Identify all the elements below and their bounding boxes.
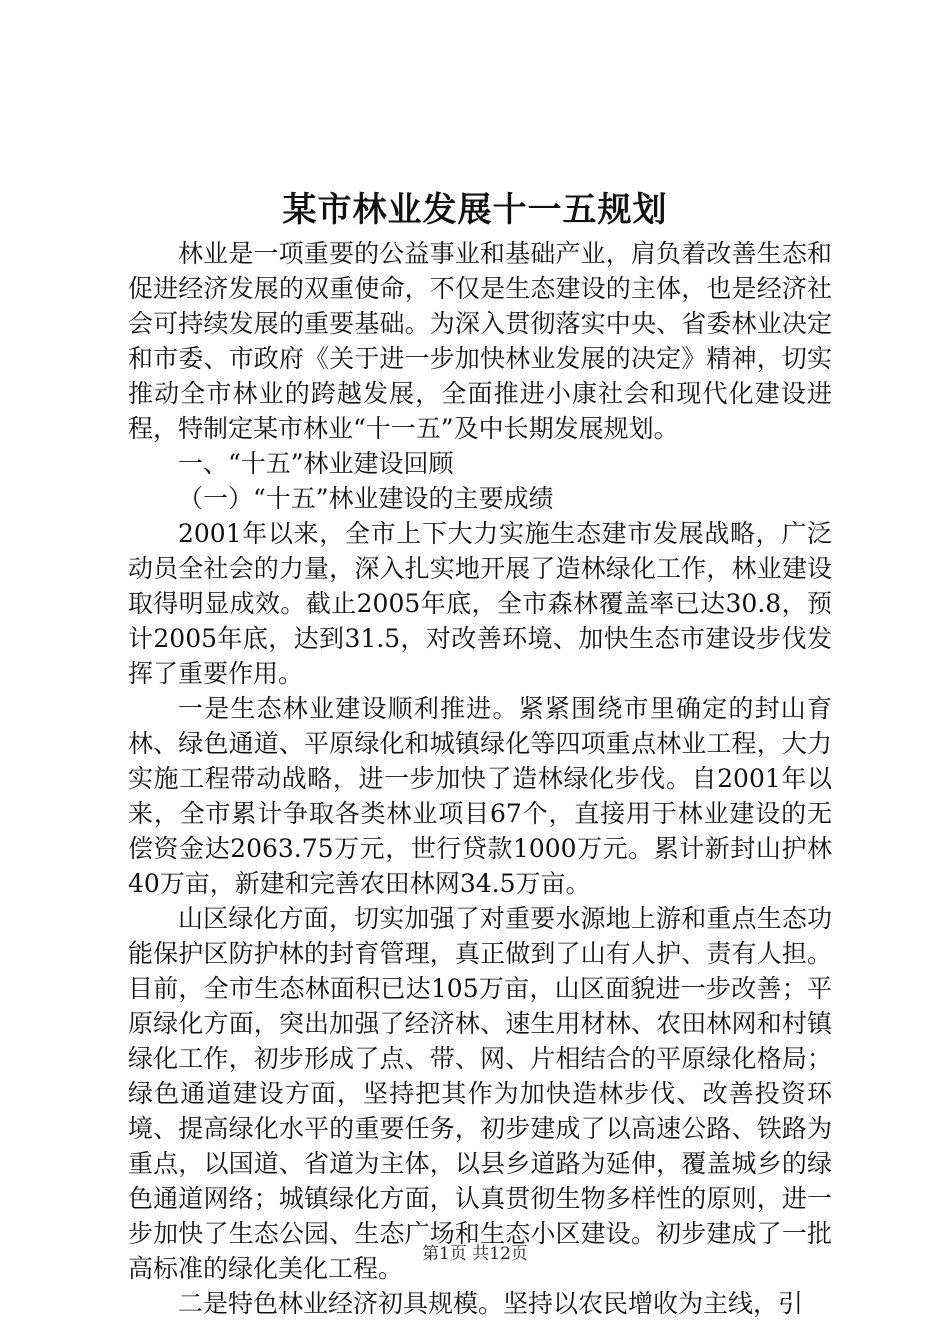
subsection-heading: （一）“十五”林业建设的主要成绩: [178, 484, 554, 513]
paragraph-achievements: 2001年以来，全市上下大力实施生态建市发展战略，广泛动员全社会的力量，深入扎实地开展了造林绿化工作，林业建设取得明显成效。截止2005年底，全市森林覆盖率已达30.8，预计2005年底，达到31.5，对改善环境、加快生态市建设步伐发挥了重要作用。: [128, 519, 832, 688]
section-heading: 一、“十五”林业建设回顾: [178, 449, 454, 478]
paragraph-greening: 山区绿化方面，切实加强了对重要水源地上游和重点生态功能保护区防护林的封育管理，真正做到了山有人护、责有人担。目前，全市生态林面积已达105万亩，山区面貌进一步改善；平原绿化方面，突出加强了经济林、速生用材林、农田林网和村镇绿化工作，初步形成了点、带、网、片相结合的平原绿化格局；绿色通道建设方面，坚持把其作为加快造林步伐、改善投资环境、提高绿化水平的重要任务，初步建成了以高速公路、铁路为重点，以国道、省道为主体，以县乡道路为延伸，覆盖城乡的绿色通道网络；城镇绿化方面，认真贯彻生物多样性的原则，进一步加快了生态公园、生态广场和生态小区建设。初步建成了一批高标准的绿化美化工程。: [128, 904, 832, 1283]
paragraph-intro: 林业是一项重要的公益事业和基础产业，肩负着改善生态和促进经济发展的双重使命，不仅是生态建设的主体，也是经济社会可持续发展的重要基础。为深入贯彻落实中央、省委林业决定和市委、市政府《关于进一步加快林业发展的决定》精神，切实推动全市林业的跨越发展，全面推进小康社会和现代化建设进程，特制定某市林业“十一五”及中长期发展规划。: [128, 239, 832, 443]
paragraph-ecological-forestry: 一是生态林业建设顺利推进。紧紧围绕市里确定的封山育林、绿色通道、平原绿化和城镇绿化等四项重点林业工程，大力实施工程带动战略，进一步加快了造林绿化步伐。自2001年以来，全市累计争取各类林业项目67个，直接用于林业建设的无偿资金达2063.75万元，世行贷款1000万元。累计新封山护林40万亩，新建和完善农田林网34.5万亩。: [128, 694, 832, 898]
document-title: 某市林业发展十一五规划: [282, 190, 668, 230]
document-body: [128, 236, 832, 1321]
page-footer: 第1页 共12页: [422, 1244, 528, 1264]
paragraph-forestry-economy: 二是特色林业经济初具规模。坚持以农民增收为主线，引: [178, 1289, 804, 1318]
